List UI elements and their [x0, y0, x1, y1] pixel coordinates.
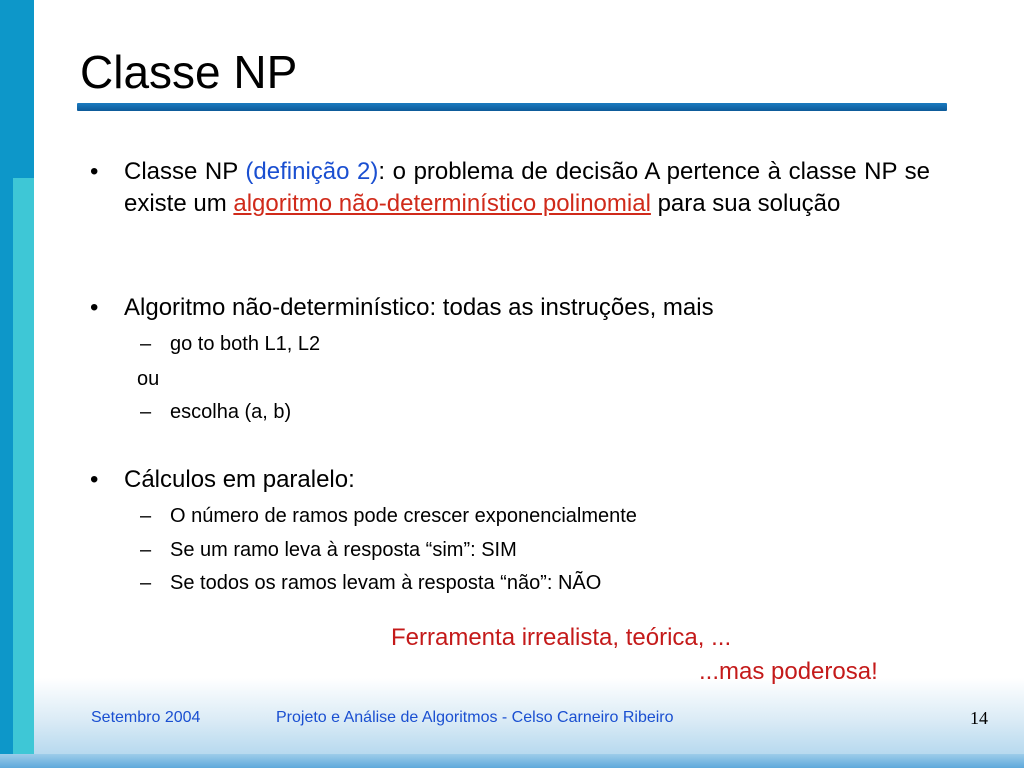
- bullet-text: Algoritmo não-determinístico: todas as instruções, mais: [124, 294, 714, 321]
- title-underline-rule: [77, 103, 947, 111]
- sub-item-text: Se um ramo leva à resposta “sim”: SIM: [170, 539, 517, 561]
- dash-symbol: –: [140, 333, 152, 355]
- footer-course: Projeto e Análise de Algoritmos - Celso Carneiro Ribeiro: [276, 709, 674, 726]
- note-line-2: ...mas poderosa!: [699, 658, 878, 685]
- bullet-item-definition: [90, 156, 930, 252]
- bullet-text: Cálculos em paralelo:: [124, 466, 355, 493]
- footer-date: Setembro 2004: [91, 709, 201, 726]
- algorithm-link[interactable]: algoritmo não-determinístico polinomial: [233, 190, 651, 217]
- bullet-text-part: Classe NP: [124, 158, 246, 185]
- sub-item-text: Se todos os ramos levam à resposta “não”: NÃO: [170, 572, 602, 594]
- left-decorative-band-light: [13, 178, 34, 768]
- dash-symbol: –: [140, 401, 152, 423]
- dash-symbol: –: [140, 572, 152, 594]
- bullet-text: [124, 156, 930, 220]
- sub-item-text: O número de ramos pode crescer exponencialmente: [170, 505, 637, 527]
- bullet-text-part: : o problema de decisão A pertence à classe NP se existe um: [124, 158, 930, 217]
- bullet-symbol: •: [90, 294, 99, 321]
- bottom-decorative-strip: [0, 754, 1024, 768]
- page-number: 14: [970, 708, 988, 728]
- sub-item-text: escolha (a, b): [170, 401, 292, 423]
- sub-item-text: go to both L1, L2: [170, 333, 321, 355]
- slide-title: Classe NP: [80, 46, 298, 98]
- bullet-symbol: •: [90, 158, 99, 185]
- dash-symbol: –: [140, 539, 152, 561]
- bullet-text-part: para sua solução: [650, 190, 841, 217]
- bullet-item-parallel: [90, 464, 930, 496]
- definition-reference: (definição 2): [245, 158, 379, 185]
- note-line-1: Ferramenta irrealista, teórica, ...: [391, 624, 732, 651]
- connector-text: ou: [137, 368, 160, 390]
- bullet-item-nondeterministic: [90, 292, 930, 324]
- dash-symbol: –: [140, 505, 152, 527]
- bullet-symbol: •: [90, 466, 99, 493]
